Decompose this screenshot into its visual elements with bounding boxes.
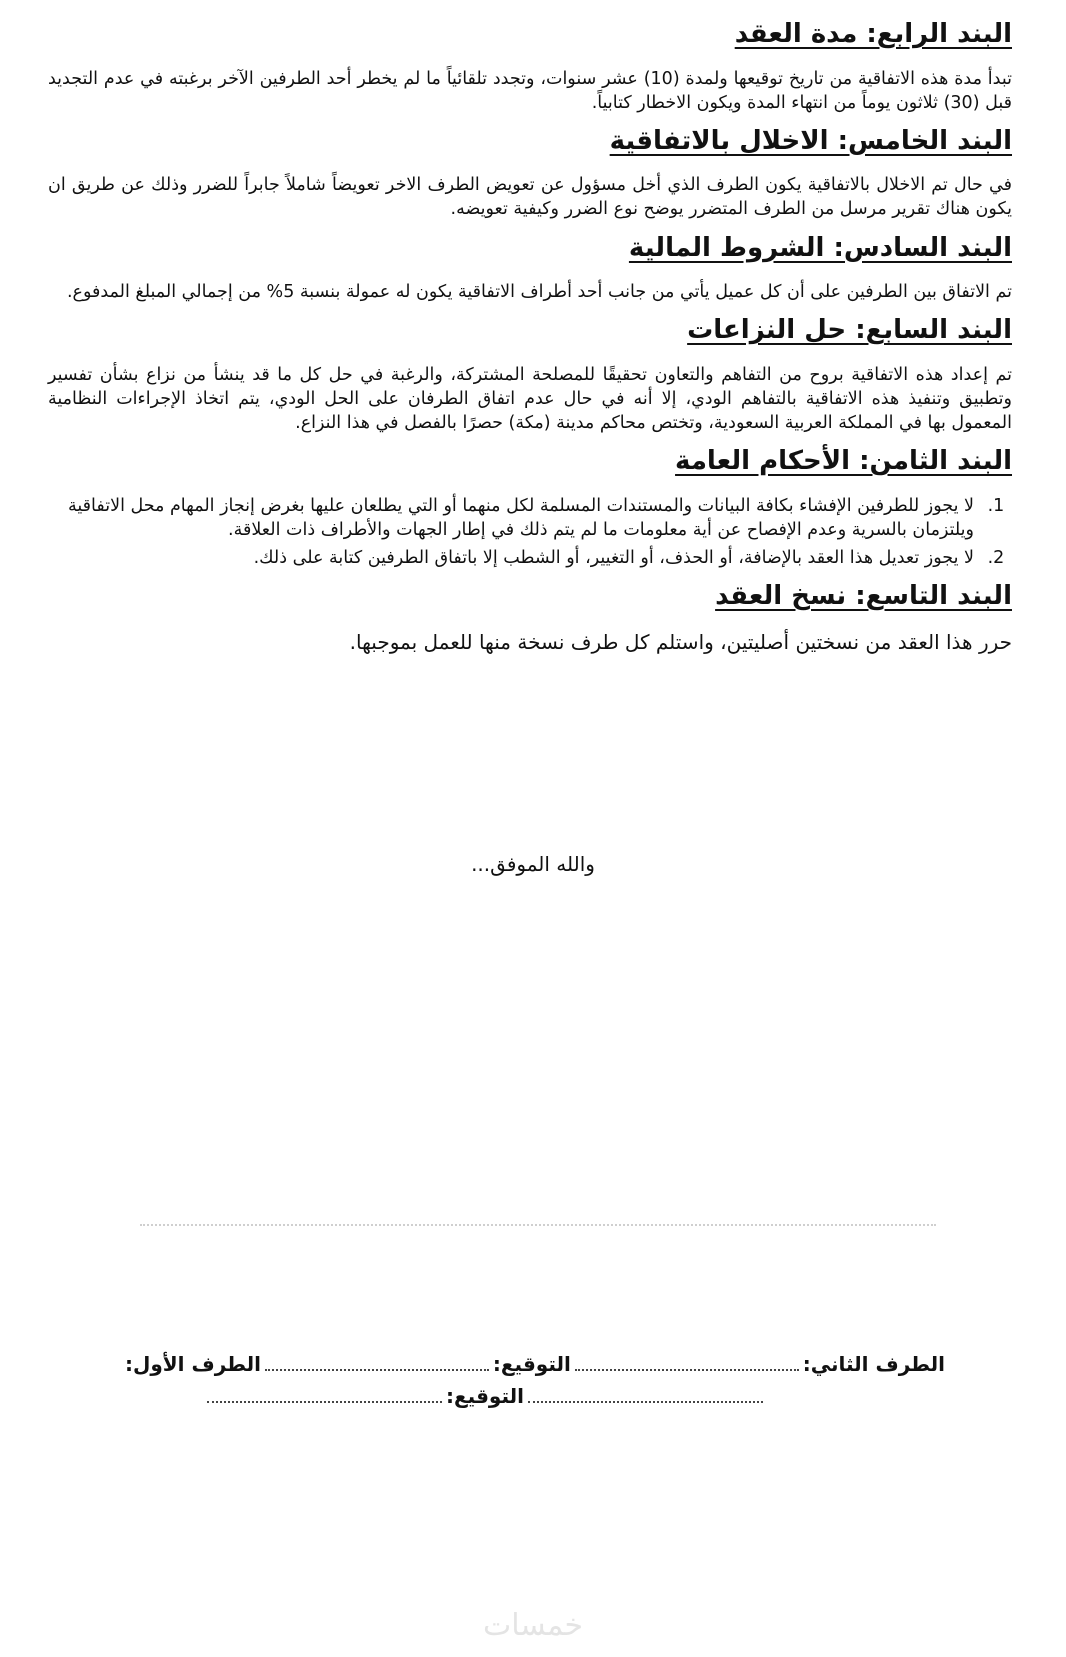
watermark-logo: خمسات bbox=[482, 1608, 584, 1643]
section-5-text: في حال تم الاخلال بالاتفاقية يكون الطرف الذي أخل مسؤول عن تعويض الطرف الاخر تعويضاً شاملاً جابراً للضرر وذلك عن طريق ان يكون هناك تقرير مرسل من الطرف المتضرر يوضح نوع الضرر وكيفية تعويضه. bbox=[48, 175, 1012, 220]
section-9-heading: البند التاسع: نسخ العقد bbox=[715, 581, 1012, 612]
party-one-label: الطرف الأول: bbox=[125, 1352, 262, 1376]
general-provisions-list bbox=[48, 494, 1012, 570]
faded-divider bbox=[140, 1224, 936, 1226]
party-one-signature-line bbox=[207, 1387, 442, 1403]
section-6-heading: البند السادس: الشروط المالية bbox=[628, 232, 1012, 263]
party-two-name-line bbox=[575, 1355, 799, 1371]
contract-page bbox=[48, 18, 1012, 666]
section-5-heading: البند الخامس: الاخلال بالاتفاقية bbox=[609, 125, 1012, 156]
section-4-heading: البند الرابع: مدة العقد bbox=[734, 19, 1012, 49]
list-item: 1. لا يجوز للطرفين الإفشاء بكافة البيانات والمستندات المسلمة لكل منهما أو التي يطلعان عليها بغرض إنجاز المهام محل الاتفاقية ويلتزمان بالسرية وعدم الإفصاح عن أية معلومات ما لم يتم ذلك في إطار الجهات والأطراف ذات العلاقة. bbox=[48, 494, 982, 542]
party-two-signature-line bbox=[528, 1387, 763, 1403]
closing-phrase: والله الموفق... bbox=[471, 852, 595, 876]
section-7-text: تم إعداد هذه الاتفاقية بروح من التفاهم والتعاون تحقيقًا للمصلحة المشتركة، والرغبة في حل كل ما قد ينشأ من نزاع بشأن تفسير وتطبيق وتنفيذ هذه الاتفاقية بالتفاهم الودي، إلا أنه في حال عدم اتفاق الطرفان على الحل الودي، يتم اتخاذ الإجراءات النظامية المعمول بها في المملكة العربية السعودية، وتختص محاكم مدينة (مكة) حصرًا بالفصل في هذا النزاع. bbox=[48, 364, 1012, 433]
list-item: 2. لا يجوز تعديل هذا العقد بالإضافة، أو الحذف، أو التغيير، أو الشطب إلا باتفاق الطرفين كتابة على ذلك. bbox=[48, 546, 982, 570]
section-8-heading: البند الثامن: الأحكام العامة bbox=[675, 446, 1012, 477]
section-8 bbox=[48, 445, 1012, 570]
section-5 bbox=[48, 125, 1012, 222]
signature-row-names bbox=[125, 1352, 945, 1384]
party-two-label: الطرف الثاني: bbox=[802, 1352, 945, 1376]
section-6 bbox=[48, 232, 1012, 305]
signature-block bbox=[125, 1352, 945, 1416]
party-two-signature-label: التوقيع: bbox=[492, 1352, 571, 1376]
section-7-heading: البند السابع: حل النزاعات bbox=[687, 315, 1012, 346]
section-4 bbox=[48, 18, 1012, 115]
party-one-signature-label: التوقيع: bbox=[446, 1384, 524, 1408]
signature-row-second bbox=[125, 1384, 945, 1416]
section-9-text: حرر هذا العقد من نسختين أصليتين، واستلم كل طرف نسخة منها للعمل بموجبها. bbox=[349, 629, 1012, 654]
section-9 bbox=[48, 580, 1012, 656]
party-one-name-line bbox=[265, 1355, 489, 1371]
section-4-text: تبدأ مدة هذه الاتفاقية من تاريخ توقيعها ولمدة (10) عشر سنوات، وتجدد تلقائياً ما لم يخطر أحد الطرفين الآخر برغبته في عدم التجديد قبل (30) ثلاثون يوماً من انتهاء المدة ويكون الاخطار كتابياً. bbox=[48, 68, 1012, 113]
section-6-text: تم الاتفاق بين الطرفين على أن كل عميل يأتي من جانب أحد أطراف الاتفاقية يكون له عمولة بنسبة 5% من إجمالي المبلغ المدفوع. bbox=[66, 282, 1012, 303]
section-7 bbox=[48, 314, 1012, 435]
